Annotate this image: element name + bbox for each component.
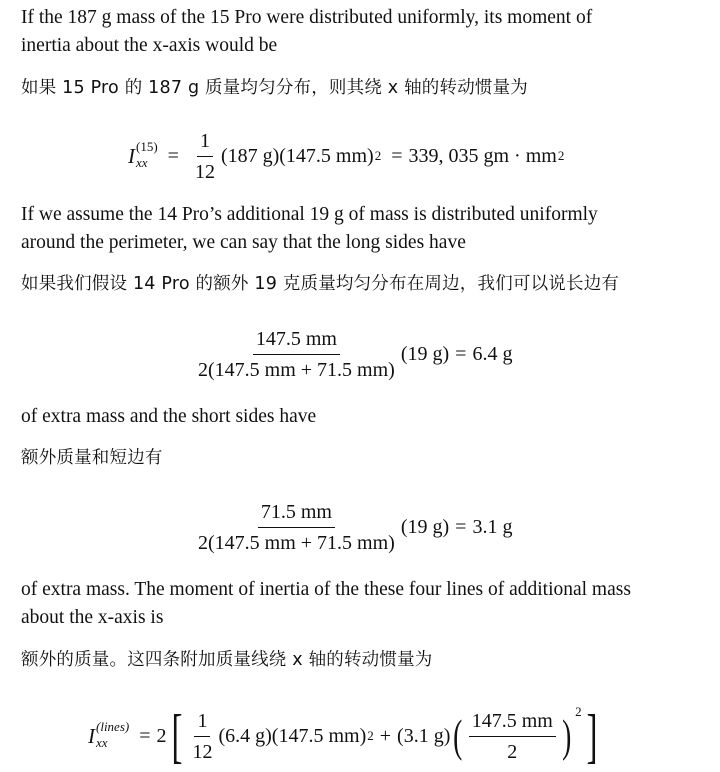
- eq4-term-2: (3.1 g): [397, 724, 451, 747]
- paragraph-4-line-2: about the x-axis is: [21, 607, 164, 628]
- eq3-result: 3.1 g: [472, 515, 513, 538]
- eq3-fraction: [195, 499, 398, 556]
- eq2-equals: =: [455, 342, 467, 365]
- eq4-inner-fraction: [469, 708, 556, 765]
- eq1-factors: (187 g)(147.5 mm): [220, 144, 374, 167]
- equation-4: [88, 700, 602, 772]
- eq4-lhs-base: I: [88, 723, 95, 748]
- eq3-equals: =: [455, 515, 467, 538]
- paragraph-3-chinese: 额外质量和短边有: [21, 448, 163, 468]
- eq4-lhs-sup: (lines): [96, 718, 130, 734]
- eq2-factor: (19 g): [400, 342, 450, 365]
- eq4-open-paren: (: [453, 710, 463, 761]
- eq4-fraction: [189, 708, 215, 765]
- paragraph-3-line-1: of extra mass and the short sides have: [21, 406, 317, 427]
- paragraph-4-chinese: 额外的质量。这四条附加质量线绕 x 轴的转动惯量为: [21, 650, 433, 670]
- eq1-frac-num: 1: [197, 128, 213, 157]
- equation-1: [128, 126, 564, 186]
- eq4-lhs: [88, 718, 130, 750]
- eq4-inner-power: 2: [575, 704, 582, 719]
- eq1-fraction: [192, 128, 218, 185]
- equation-2: [192, 322, 512, 386]
- eq4-term-1-power: 2: [367, 728, 374, 743]
- eq3-frac-num: 71.5 mm: [258, 499, 335, 528]
- paragraph-2-chinese: 如果我们假设 14 Pro 的额外 19 克质量均匀分布在周边，我们可以说长边有: [21, 274, 620, 294]
- eq2-result: 6.4 g: [472, 342, 513, 365]
- eq4-frac-den: 12: [192, 740, 213, 763]
- eq1-result-power: 2: [557, 148, 565, 163]
- eq1-power: 2: [374, 148, 382, 163]
- eq2-frac-den: 2(147.5 mm + 71.5 mm): [198, 358, 395, 381]
- paragraph-4-line-1: of extra mass. The moment of inertia of the these four lines of additional mass: [21, 579, 631, 600]
- eq4-frac-num: 1: [194, 708, 210, 737]
- paragraph-2-line-2: around the perimeter, we can say that the long sides have: [21, 232, 466, 253]
- eq1-frac-den: 12: [194, 160, 215, 183]
- eq3-frac-den: 2(147.5 mm + 71.5 mm): [198, 531, 395, 554]
- eq4-inner-den: 2: [507, 740, 518, 763]
- eq3-factor: (19 g): [400, 515, 450, 538]
- eq2-fraction: [195, 326, 398, 383]
- eq4-open-bracket: [: [170, 703, 182, 769]
- eq1-equals-2: =: [391, 144, 403, 167]
- eq4-close-bracket: ]: [586, 703, 598, 769]
- eq1-lhs: [128, 138, 158, 170]
- paragraph-2-line-1: If we assume the 14 Pro’s additional 19 g of mass is distributed uniformly: [21, 204, 598, 225]
- eq4-plus: +: [379, 724, 392, 747]
- equation-3: [192, 495, 512, 559]
- eq4-term-1: (6.4 g)(147.5 mm): [218, 724, 367, 747]
- eq1-equals: =: [167, 144, 179, 167]
- paragraph-1-line-1: If the 187 g mass of the 15 Pro were distributed uniformly, its moment of: [21, 7, 593, 28]
- eq4-equals: =: [139, 724, 151, 747]
- paragraph-1-chinese: 如果 15 Pro 的 187 g 质量均匀分布，则其绕 x 轴的转动惯量为: [21, 78, 528, 98]
- eq2-frac-num: 147.5 mm: [253, 326, 340, 355]
- eq1-lhs-sub: xx: [136, 154, 148, 170]
- eq4-inner-num: 147.5 mm: [469, 708, 556, 737]
- eq1-lhs-base: I: [128, 143, 135, 168]
- paragraph-1-line-2: inertia about the x-axis would be: [21, 35, 278, 56]
- eq1-result: 339, 035 gm · mm: [408, 144, 557, 167]
- eq4-lhs-sub: xx: [96, 734, 108, 750]
- eq4-close-paren: ): [561, 710, 572, 761]
- eq1-lhs-sup: (15): [136, 138, 158, 154]
- eq4-coef: 2: [156, 724, 167, 747]
